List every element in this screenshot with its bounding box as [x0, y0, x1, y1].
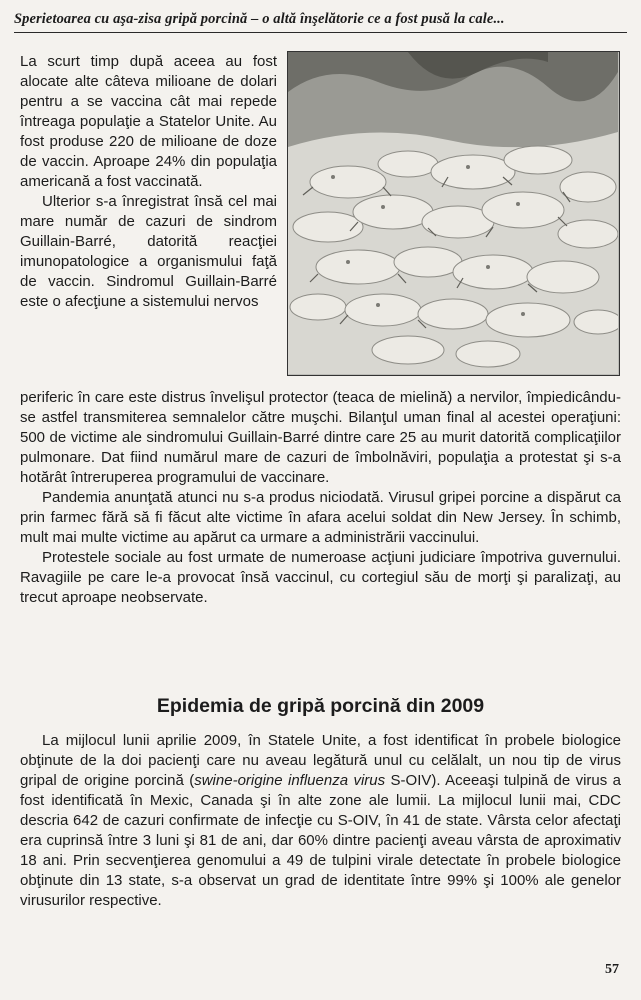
paragraph: La scurt timp după aceea au fost alocate alte câteva milioane de dolari pentru a se vaccina cât mai repede întreaga populaţie a Statelor Unite. Au fost produse 220 de milioane de doze de vaccin. Aproape 24% din populaţia americană a fost vaccinată.	[20, 53, 277, 190]
section-body	[20, 731, 621, 911]
wrapped-text-column	[20, 52, 277, 312]
page-number: 57	[605, 962, 619, 977]
paragraph: Pandemia anunţată atunci nu s-a produs niciodată. Virusul gripei porcine a dispărut ca prin farmec fără să fi făcut alte victime în afara acelui soldat din New Jersey. În schimb, mult mai multe victime au apărut ca urmare a administrării vaccinului.	[20, 489, 621, 546]
full-width-text	[20, 388, 621, 608]
paragraph	[20, 731, 621, 911]
section-heading: Epidemia de gripă porcină din 2009	[156, 695, 485, 717]
text-run: La mijlocul lunii aprilie 2009, în Statele Unite, a fost identificat în probele biologice obţinute de la doi pacienţi care nu aveau legătură unul cu celălalt, un nou tip de virus gripal de origine porcină (	[20, 732, 621, 789]
pig-carcasses-photo	[287, 51, 620, 376]
text-run: S-OIV). Aceeaşi tulpină de virus a fost identificată în Mexic, Canada şi în alte zone ale lumii. La mijlocul lunii mai, CDC descria 642 de cazuri confirmate de infecţie cu S-OIV, în 41 de state. Vârsta celor afectaţi era cuprinsă între 3 luni şi 81 de ani, dar 60% dintre pacienţi aveau vârsta de aproximativ 18 ani. Prin secvenţierea genomului a 49 de tulpini virale detectate în probele biologice obţinute din 13 state, s-a observat un grad de identitate între 99% şi 100% ale genelor virusurilor respective.	[20, 772, 621, 909]
italic-term: swine-origine influenza virus	[194, 772, 386, 789]
paragraph: Protestele sociale au fost urmate de numeroase acţiuni judiciare împotriva guvernului. Ravagiile pe care le-a provocat însă vaccinul, cu cortegiul său de morţi şi paralizaţi, au trecut aproape neobservate.	[20, 549, 621, 606]
running-header: Sperietoarea cu aşa-zisa gripă porcină – o altă înşelătorie ce a fost pusă la cale...	[14, 6, 627, 33]
paragraph: Ulterior s-a înregistrat însă cel mai mare număr de cazuri de sindrom Guillain-Barré, datorită reacţiei imunopatologice a organismului faţă de vaccin. Sindromul Guillain-Barré este o afecţiune a sistemului nervos	[20, 193, 277, 310]
paragraph: periferic în care este distrus învelişul protector (teaca de mielină) a nervilor, împiedicându-se astfel transmiterea semnalelor către muşchi. Bilanţul uman final al acestei operaţiuni: 500 de victime ale sindromului Guillain-Barré dintre care 25 au murit datorită complicaţiilor pulmonare. Dat fiind numărul mare de cazuri de îmbolnăviri, populaţia a protestat şi s-a hotărât întreruperea programului de vaccinare.	[20, 389, 621, 486]
